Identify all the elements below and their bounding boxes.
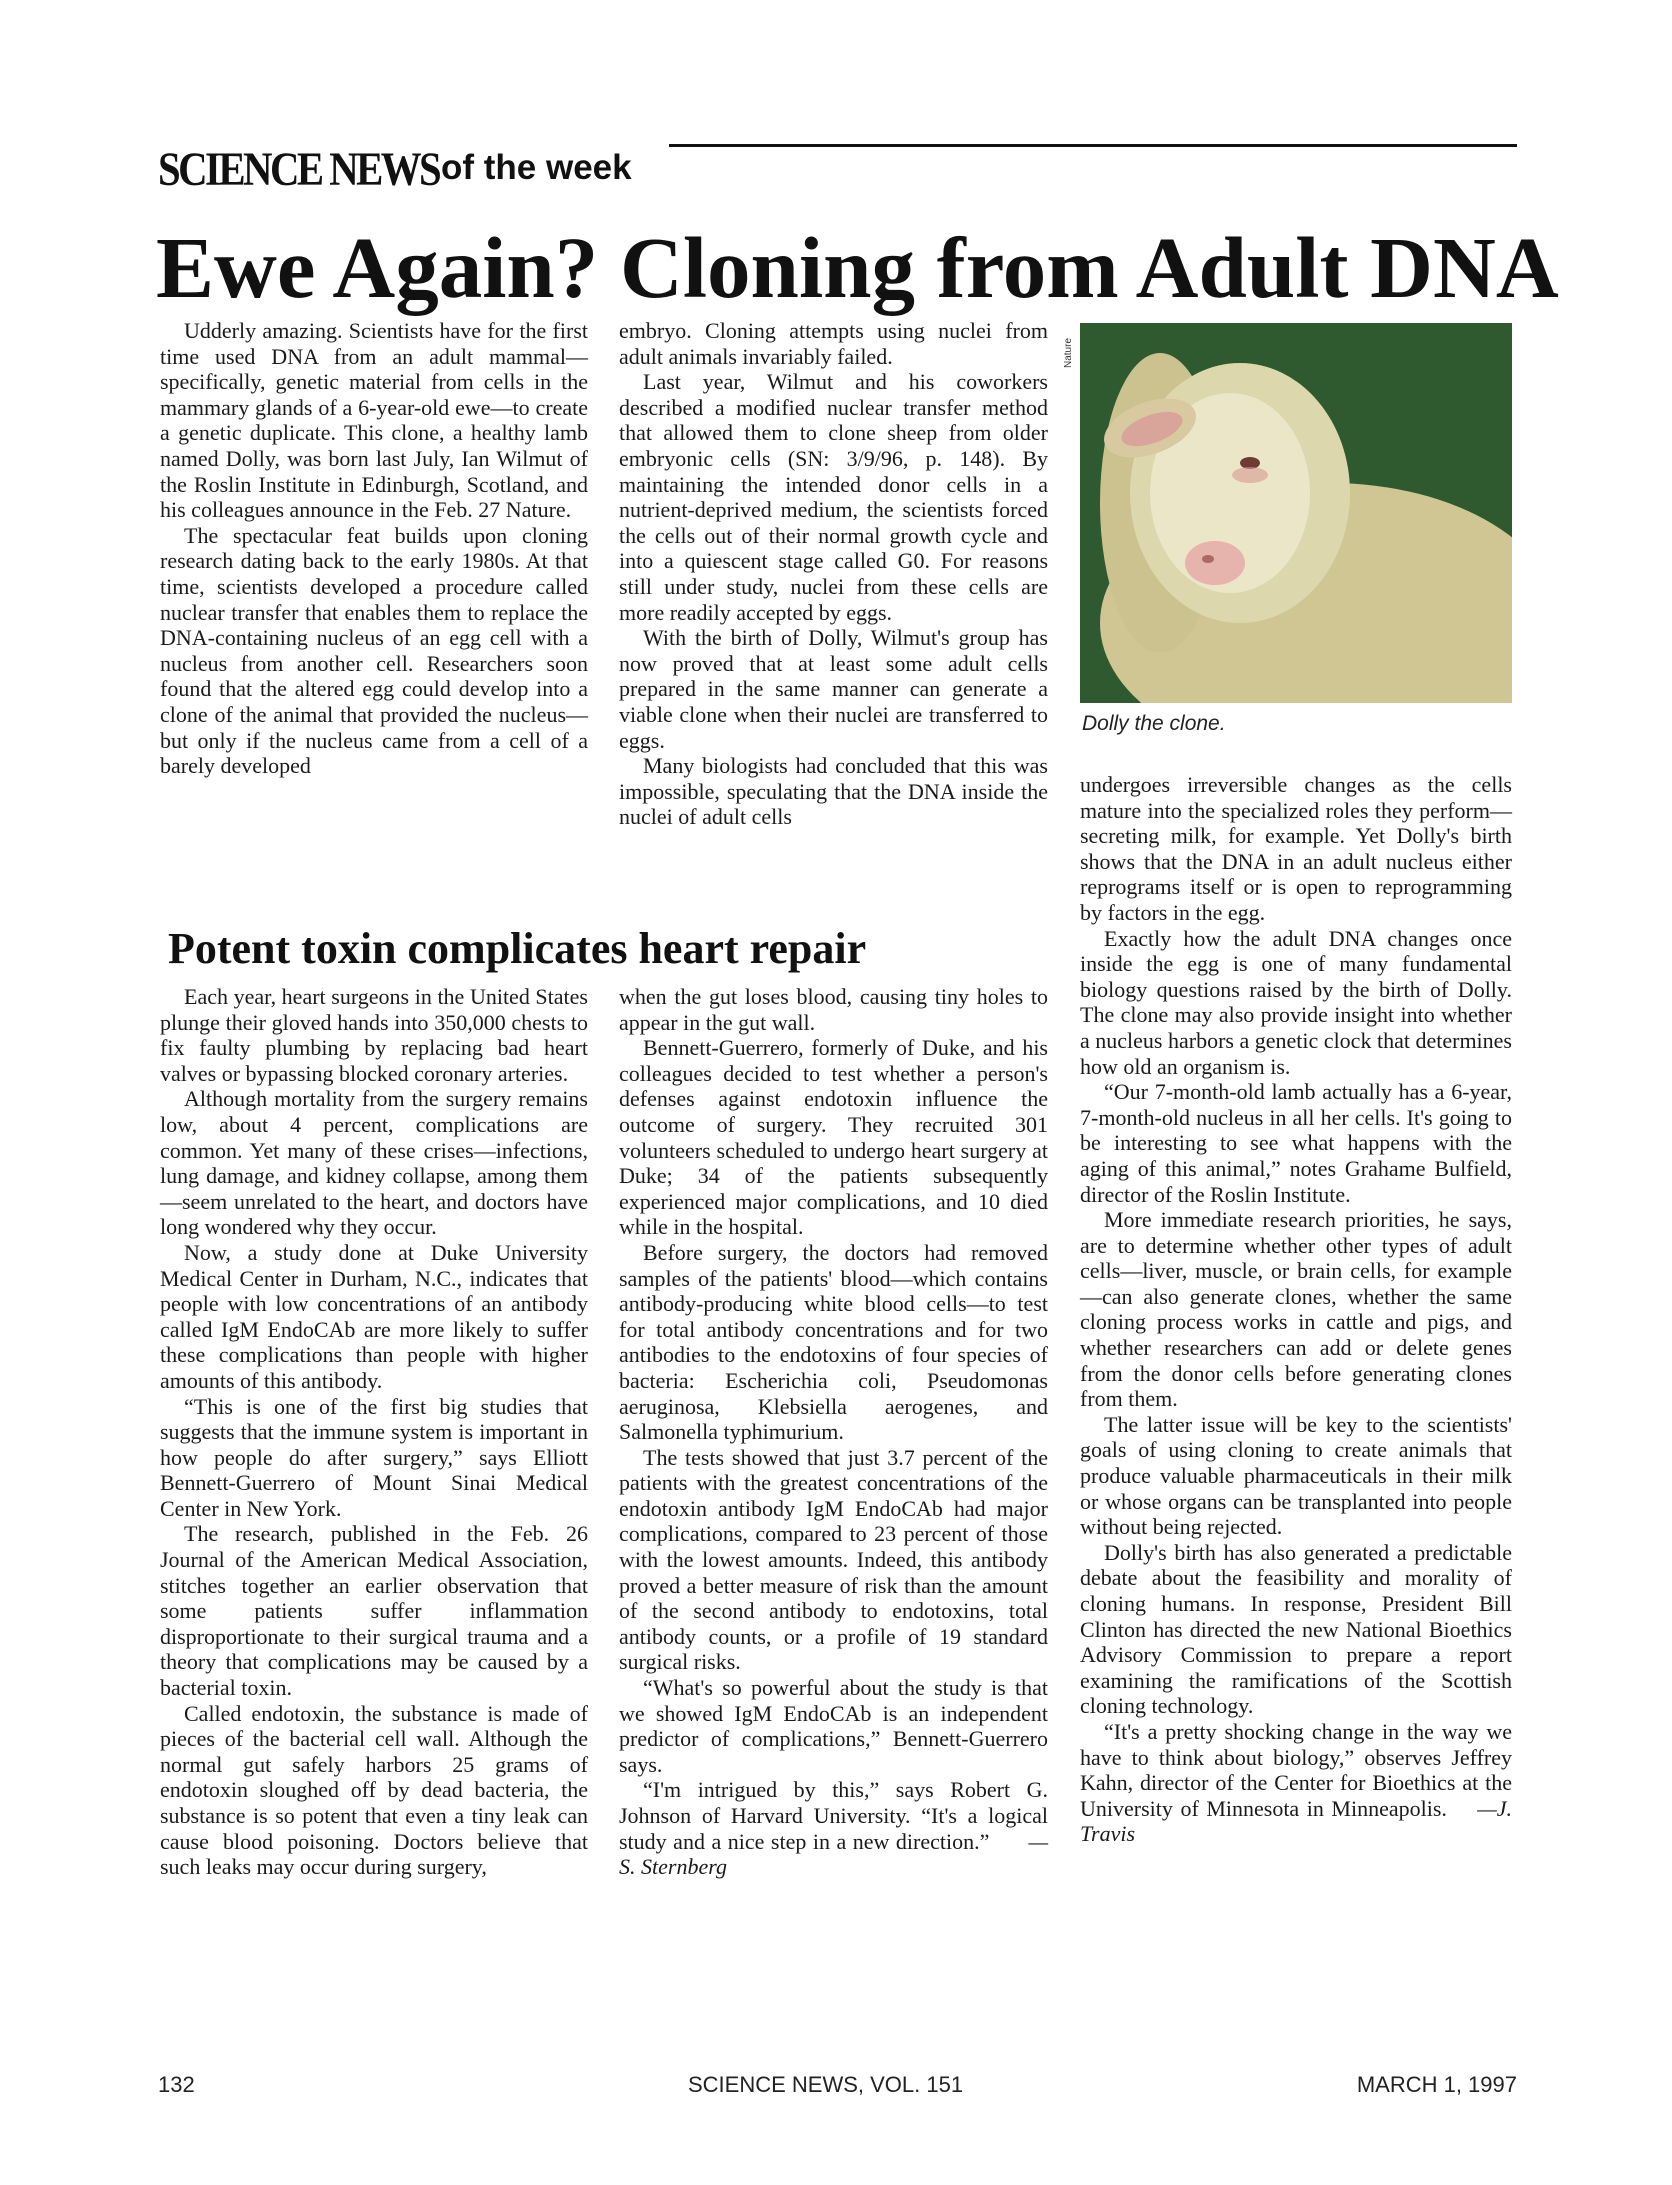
byline: —J. Travis [1080, 1795, 1513, 1847]
paragraph: embryo. Cloning attempts using nuclei from adult animals invariably failed. [619, 318, 1048, 369]
paragraph: “Our 7-month-old lamb actually has a 6-year, 7-month-old nucleus in all her cells. It's going to be interesting to see what happens with the aging of this animal,” notes Grahame Bulfield, director of the Roslin Institute. [1080, 1079, 1512, 1207]
photo-caption: Dolly the clone. [1082, 712, 1226, 735]
article-headline: Ewe Again? Cloning from Adult DNA [156, 219, 1559, 316]
publication-info: SCIENCE NEWS, VOL. 151 [688, 2072, 964, 2097]
header-rule [669, 144, 1517, 147]
paragraph: The research, published in the Feb. 26 Journal of the American Medical Association, stitches together an earlier observation that some patients suffer inflammation disproportionate to their surgical trauma and a theory that complications may be caused by a bacterial toxin. [160, 1521, 588, 1701]
paragraph: Each year, heart surgeons in the United States plunge their gloved hands into 350,000 chests to fix faulty plumbing by replacing bad heart valves or bypassing blocked coronary arteries. [160, 984, 588, 1086]
article2-column-1 [160, 984, 588, 2024]
dolly-photo [1080, 323, 1512, 703]
science-news-logo: SCIENCE NEWS [158, 143, 440, 196]
masthead [158, 142, 1516, 200]
paragraph: The tests showed that just 3.7 percent of the patients with the greatest concentrations of the endotoxin antibody IgM EndoCAb had major complications, compared to 23 percent of those with the lowest amounts. Indeed, this antibody proved a better measure of risk than the amount of the second antibody to endotoxins, total antibody counts, or a profile of 19 standard surgical risks. [619, 1444, 1048, 1675]
paragraph: when the gut loses blood, causing tiny holes to appear in the gut wall. [619, 984, 1048, 1035]
paragraph: Before surgery, the doctors had removed samples of the patients' blood—which contains antibody-producing white blood cells—to test for total antibody concentrations and for two antibodies to the endotoxins of four species of bacteria: Escherichia coli, Pseudomonas aeruginosa, Klebsiella aerogenes, and Salmonella typhimurium. [619, 1239, 1048, 1445]
sheep-illustration [1080, 323, 1512, 703]
paragraph: undergoes irreversible changes as the cells mature into the specialized roles they perform—secreting milk, for example. Yet Dolly's birth shows that the DNA in an adult nucleus either reprograms itself or is open to reprogramming by factors in the egg. [1080, 772, 1512, 925]
paragraph: The latter issue will be key to the scientists' goals of using cloning to create animals that produce valuable pharmaceuticals in their milk or whose organs can be transplanted into people without being rejected. [1080, 1411, 1512, 1540]
paragraph [1080, 1719, 1512, 1847]
article1-column-3 [1080, 772, 1512, 2012]
paragraph [619, 1777, 1048, 1879]
article2-column-2 [619, 984, 1048, 2024]
page-number: 132 [158, 2072, 195, 2097]
paragraph: Last year, Wilmut and his coworkers described a modified nuclear transfer method that allowed them to clone sheep from older embryonic cells (SN: 3/9/96, p. 148). By maintaining the intended donor cells in a nutrient-deprived medium, the scientists forced the cells out of their normal growth cycle and into a quiescent stage called G0. For reasons still under study, nuclei from these cells are more readily accepted by eggs. [619, 369, 1048, 625]
article1-column-2 [619, 318, 1048, 878]
paragraph-text: “It's a pretty shocking change in the way we have to think about biology,” observes Jeffrey Kahn, director of the Center for Bioethics at the University of Minnesota in Minneapolis. [1080, 1718, 1512, 1821]
byline: —S. Sternberg [619, 1828, 1048, 1880]
photo-credit: Nature [1063, 338, 1074, 369]
paragraph-text: “I'm intrigued by this,” says Robert G. Johnson of Harvard University. “It's a logical study and a nice step in a new direction.” [619, 1777, 1048, 1854]
paragraph: Many biologists had concluded that this was impossible, speculating that the DNA inside the nuclei of adult cells [619, 753, 1048, 830]
paragraph: With the birth of Dolly, Wilmut's group has now proved that at least some adult cells prepared in the same manner can generate a viable clone when their nuclei are transferred to eggs. [619, 625, 1048, 753]
article1-column-1 [160, 318, 588, 878]
section-label: of the week [441, 148, 632, 187]
issue-date: MARCH 1, 1997 [1356, 2072, 1517, 2097]
paragraph: The spectacular feat builds upon cloning research dating back to the early 1980s. At that time, scientists developed a procedure called nuclear transfer that enables them to replace the DNA-containing nucleus of an egg cell with a nucleus from another cell. Researchers soon found that the altered egg could develop into a clone of the animal that provided the nucleus—but only if the nucleus came from a cell of a barely developed [160, 522, 588, 779]
paragraph: Although mortality from the surgery remains low, about 4 percent, complications are common. Yet many of these crises—infections, lung damage, and kidney collapse, among them—seem unrelated to the heart, and doctors have long wondered why they occur. [160, 1086, 588, 1240]
paragraph: Dolly's birth has also generated a predictable debate about the feasibility and morality of cloning humans. In response, President Bill Clinton has directed the new National Bioethics Advisory Commission to prepare a report examining the ramifications of the Scottish cloning technology. [1080, 1539, 1512, 1719]
paragraph: “What's so powerful about the study is that we showed IgM EndoCAb is an independent predictor of complications,” Bennett-Guerrero says. [619, 1675, 1048, 1777]
paragraph: Called endotoxin, the substance is made of pieces of the bacterial cell wall. Although the normal gut safely harbors 25 grams of endotoxin sloughed off by dead bacteria, the substance is so potent that even a tiny leak can cause blood poisoning. Doctors believe that such leaks may occur during surgery, [160, 1700, 588, 1880]
paragraph: Exactly how the adult DNA changes once inside the egg is one of many fundamental biology questions raised by the birth of Dolly. The clone may also provide insight into whether a nucleus harbors a genetic clock that determines how old an organism is. [1080, 925, 1512, 1079]
paragraph: Udderly amazing. Scientists have for the first time used DNA from an adult mammal—specifically, genetic material from cells in the mammary glands of a 6-year-old ewe—to create a genetic duplicate. This clone, a healthy lamb named Dolly, was born last July, Ian Wilmut of the Roslin Institute in Edinburgh, Scotland, and his colleagues announce in the Feb. 27 Nature. [160, 318, 588, 523]
paragraph: Now, a study done at Duke University Medical Center in Durham, N.C., indicates that people with low concentrations of an antibody called IgM EndoCAb are more likely to suffer these complications than people with higher amounts of this antibody. [160, 1239, 588, 1393]
paragraph: Bennett-Guerrero, formerly of Duke, and his colleagues decided to test whether a person's defenses against endotoxin influence the outcome of surgery. They recruited 301 volunteers scheduled to undergo heart surgery at Duke; 34 of the patients subsequently experienced major complications, and 10 died while in the hospital. [619, 1035, 1048, 1240]
paragraph: “This is one of the first big studies that suggests that the immune system is important in how people do after surgery,” says Elliott Bennett-Guerrero of Mount Sinai Medical Center in New York. [160, 1393, 588, 1521]
article2-headline: Potent toxin complicates heart repair [168, 924, 867, 973]
paragraph: More immediate research priorities, he says, are to determine whether other types of adult cells—liver, muscle, or brain cells, for example—can also generate clones, whether the same cloning process works in cattle and pigs, and whether researchers can add or delete genes from the donor cells before generating clones from them. [1080, 1207, 1512, 1412]
